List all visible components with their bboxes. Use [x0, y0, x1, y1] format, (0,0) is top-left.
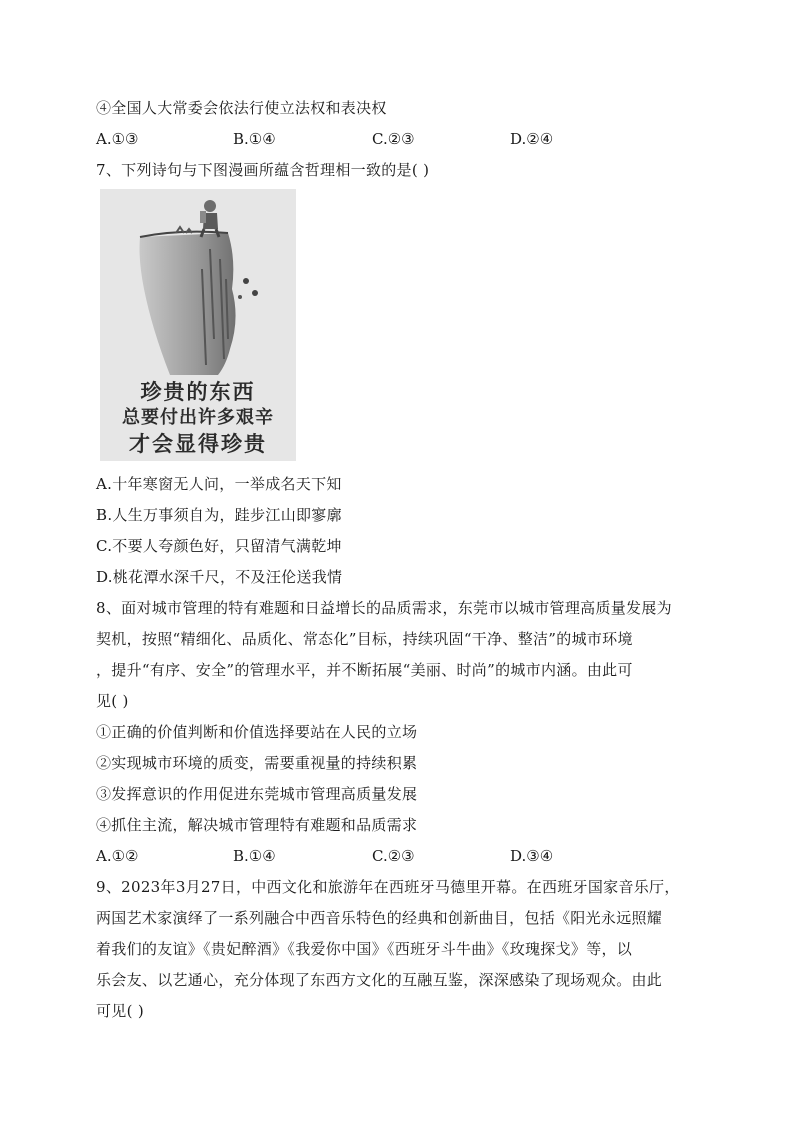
q8-stem-line-4: 见( ): [96, 692, 129, 710]
q9-stem-line-1: 9、2023年3月27日，中西文化和旅游年在西班牙马德里开幕。在西班牙国家音乐厅，: [96, 878, 680, 896]
q6-option-a[interactable]: A.①③: [96, 130, 139, 148]
q8-item-1: ①正确的价值判断和价值选择要站在人民的立场: [96, 723, 418, 741]
q7-option-a[interactable]: A.十年寒窗无人问，一举成名天下知: [96, 475, 342, 493]
q9-stem-line-5: 可见( ): [96, 1002, 144, 1020]
cartoon-caption-line-1: 珍贵的东西: [140, 380, 256, 404]
q6-option-d[interactable]: D.②④: [510, 130, 554, 148]
q8-option-b[interactable]: B.①④: [233, 847, 276, 865]
q8-item-4: ④抓住主流，解决城市管理特有难题和品质需求: [96, 816, 418, 834]
q8-stem-line-3: ，提升“有序、安全”的管理水平，并不断拓展“美丽、时尚”的城市内涵。由此可: [96, 661, 633, 679]
q7-cartoon: [100, 189, 296, 461]
cartoon-caption-line-3: 才会显得珍贵: [129, 432, 267, 456]
q7-option-d[interactable]: D.桃花潭水深千尺，不及汪伦送我情: [96, 568, 343, 586]
q7-option-b[interactable]: B.人生万事须自为，跬步江山即寥廓: [96, 506, 342, 524]
cartoon-caption-line-2: 总要付出许多艰辛: [122, 407, 274, 428]
q8-stem-line-1: 8、面对城市管理的特有难题和日益增长的品质需求，东莞市以城市管理高质量发展为: [96, 599, 672, 617]
q7-stem: 7、下列诗句与下图漫画所蕴含哲理相一致的是( ): [96, 161, 430, 179]
q9-stem-line-4: 乐会友、以艺通心，充分体现了东西方文化的互融互鉴，深深感染了现场观众。由此: [96, 971, 663, 989]
q8-item-3: ③发挥意识的作用促进东莞城市管理高质量发展: [96, 785, 418, 803]
q8-options: [96, 846, 716, 866]
q9-stem-line-3: 着我们的友谊》《贵妃醉酒》《我爱你中国》《西班牙斗牛曲》《玫瑰探戈》等，以: [96, 940, 633, 958]
q8-option-a[interactable]: A.①②: [96, 847, 139, 865]
q6-option-c[interactable]: C.②③: [372, 130, 415, 148]
q7-option-c[interactable]: C.不要人夸颜色好，只留清气满乾坤: [96, 537, 342, 555]
q6-item-4: ④全国人大常委会依法行使立法权和表决权: [96, 99, 387, 117]
q6-option-b[interactable]: B.①④: [233, 130, 276, 148]
q8-item-2: ②实现城市环境的质变，需要重视量的持续积累: [96, 754, 418, 772]
q6-options: [96, 129, 716, 149]
q8-option-c[interactable]: C.②③: [372, 847, 415, 865]
q9-stem-line-2: 两国艺术家演绎了一系列融合中西音乐特色的经典和创新曲目，包括《阳光永远照耀: [96, 909, 663, 927]
q8-stem-line-2: 契机，按照“精细化、品质化、常态化”目标，持续巩固“干净、整洁”的城市环境: [96, 630, 633, 648]
q8-option-d[interactable]: D.③④: [510, 847, 554, 865]
